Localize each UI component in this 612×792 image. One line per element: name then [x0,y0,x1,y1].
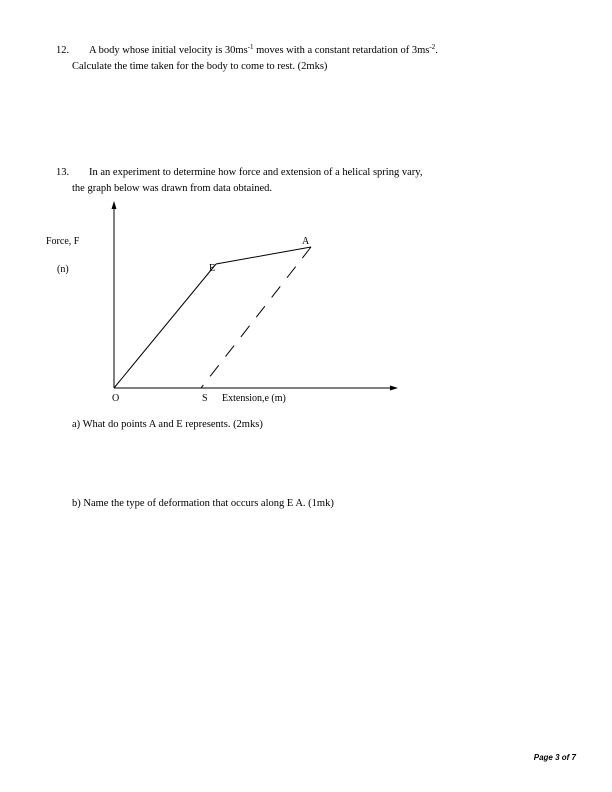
y-axis-unit: (n) [57,264,69,275]
question-13-line-2: the graph below was drawn from data obtained. [72,183,273,194]
question-13-text: In an experiment to determine how force and extension of a helical spring vary, [89,167,423,178]
question-12-exponent-2: -2 [429,43,436,51]
question-12-number: 12. [56,45,70,56]
origin-label: O [112,393,120,404]
question-13-part-b: b) Name the type of deformation that occurs along E A. (1mk) [72,498,334,509]
question-13-number: 13. [56,167,70,178]
page-number: Page 3 of 7 [533,753,576,762]
question-12-line-2: Calculate the time taken for the body to come to rest. (2mks) [72,61,328,72]
point-a-label: A [302,236,310,247]
y-axis-label: Force, F [46,236,80,247]
question-12-exponent-1: -1 [247,43,254,51]
question-12-text-a: A body whose initial velocity is 30ms [89,45,248,56]
x-axis-arrow [390,386,398,391]
line-a-to-s-dashed [201,247,311,388]
question-12-text-c: . [435,45,438,56]
line-o-to-e [114,264,216,388]
point-e-label: E [209,263,216,274]
point-s-label: S [202,393,208,404]
x-axis-label: Extension,e (m) [222,393,286,404]
question-13-part-a: a) What do points A and E represents. (2mks) [72,419,263,430]
question-12-text-b: moves with a constant retardation of 3ms [253,45,430,56]
line-e-to-a [216,247,311,264]
y-axis-arrow [112,201,117,209]
